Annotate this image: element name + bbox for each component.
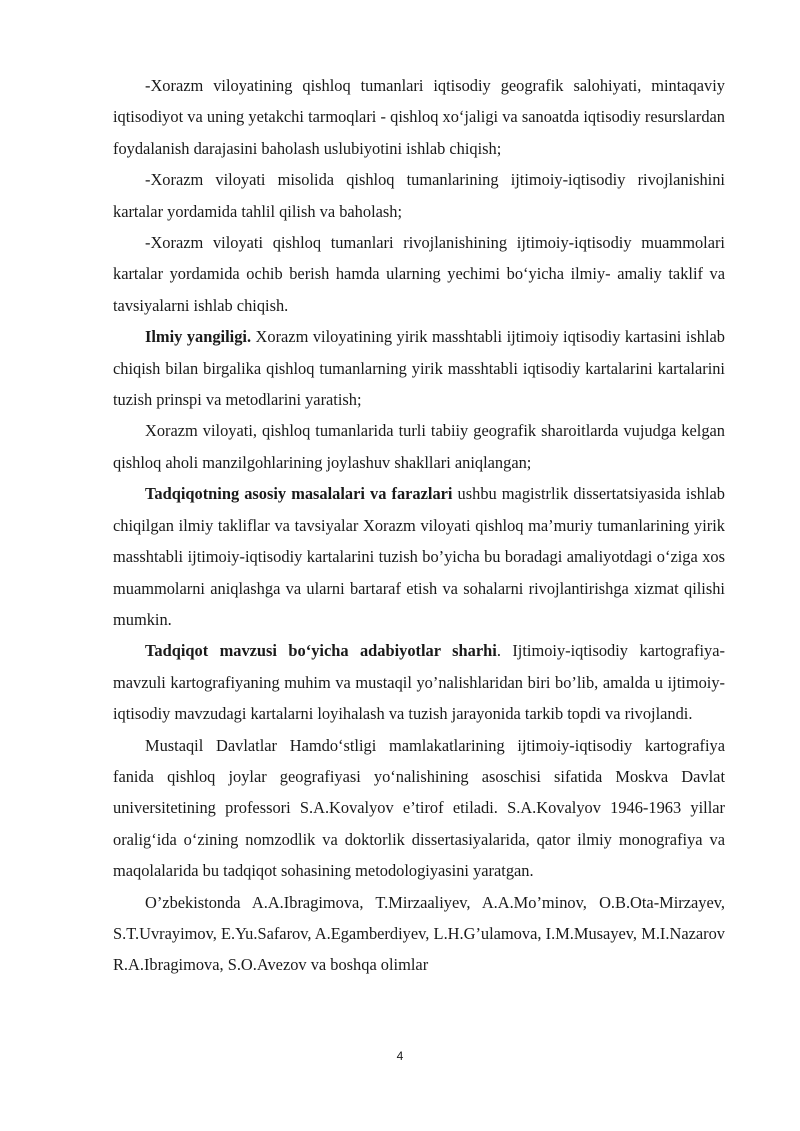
paragraph-objective-3 <box>113 227 725 321</box>
paragraph-uzbek-scholars <box>113 887 725 981</box>
document-body <box>113 70 725 981</box>
paragraph-objective-2 <box>113 164 725 227</box>
paragraph-text: Xorazm viloyatining yirik masshtabli ijtimoiy iqtisodiy kartasini ishlab chiqish bilan birgalika qishloq tumanlarning yirik masshtabli iqtisodiy kartalarini kartalarini tuzish prinspi va metodlarini yaratish; <box>113 327 725 410</box>
paragraph-lead-bold: Ilmiy yangiligi. <box>145 327 252 347</box>
paragraph-scientific-novelty <box>113 321 725 415</box>
paragraph-text: . Ijtimoiy-iqtisodiy kartografiya-mavzuli kartografiyaning muhim va mustaqil yo’nalishlaridan biri bo’lib, amalda u ijtimoiy-iqtisodiy mavzudagi kartalarni loyihalash va tuzish jarayonida tarkib topdi va rivojlandi. <box>113 641 725 724</box>
paragraph-literature-review <box>113 635 725 729</box>
paragraph-text: Mustaqil Davlatlar Hamdo‘stligi mamlakatlarining ijtimoiy-iqtisodiy kartografiya fanida qishloq joylar geografiyasi yo‘nalishining asoschisi sifatida Moskva Davlat universitetining professori S.A.Kovalyov e’tirof etiladi. S.A.Kovalyov 1946-1963 yillar oralig‘ida o‘zining nomzodlik va doktorlik dissertasiyalarida, qator ilmiy monografiya va maqolalarida bu tadqiqot sohasining metodologiyasini yaratgan. <box>113 735 725 881</box>
paragraph-text: -Xorazm viloyati misolida qishloq tumanlarining ijtimoiy-iqtisodiy rivojlanishini kartalar yordamida tahlil qilish va baholash; <box>113 170 725 221</box>
paragraph-text: O’zbekistonda A.A.Ibragimova, T.Mirzaaliyev, A.A.Mo’minov, O.B.Ota-Mirzayev, S.T.Uvrayimov, E.Yu.Safarov, A.Egamberdiyev, L.H.G’ulamova, I.M.Musayev, M.I.Nazarov R.A.Ibragimova, S.O.Avezov va boshqa olimlar <box>113 892 725 975</box>
paragraph-research-questions <box>113 478 725 635</box>
paragraph-kovalyov <box>113 730 725 887</box>
paragraph-text: -Xorazm viloyati qishloq tumanlari rivojlanishining ijtimoiy-iqtisodiy muammolari kartalar yordamida ochib berish hamda ularning yechimi bo‘yicha ilmiy- amaliy taklif va tavsiyalarni ishlab chiqish. <box>113 233 725 315</box>
paragraph-objective-1 <box>113 70 725 164</box>
paragraph-text: Xorazm viloyati, qishloq tumanlarida turli tabiiy geografik sharoitlarda vujudga kelgan qishloq aholi manzilgohlarining joylashuv shakllari aniqlangan; <box>113 421 725 472</box>
paragraph-text: ushbu magistrlik dissertatsiyasida ishlab chiqilgan ilmiy takliflar va tavsiyalar Xorazm viloyati qishloq ma’muriy tumanlarining yirik masshtabli ijtimoiy-iqtisodiy kartalarini tuzish bo’yicha bu boradagi amaliyotdagi o‘ziga xos muammolarni aniqlashga va ularni bartaraf etish va sohalarni rivojlantirishga xizmat qilishi mumkin. <box>113 484 725 629</box>
paragraph-settlements <box>113 415 725 478</box>
paragraph-text: -Xorazm viloyatining qishloq tumanlari iqtisodiy geografik salohiyati, mintaqaviy iqtisodiyot va uning yetakchi tarmoqlari - qishloq xo‘jaligi va sanoatda iqtisodiy resurslardan foydalanish darajasini baholash uslubiyotini ishlab chiqish; <box>113 76 725 158</box>
paragraph-lead-bold: Tadqiqotning asosiy masalalari va farazlari <box>145 484 453 504</box>
page-number: 4 <box>396 1049 404 1063</box>
paragraph-lead-bold: Tadqiqot mavzusi bo‘yicha adabiyotlar sharhi <box>145 641 497 661</box>
